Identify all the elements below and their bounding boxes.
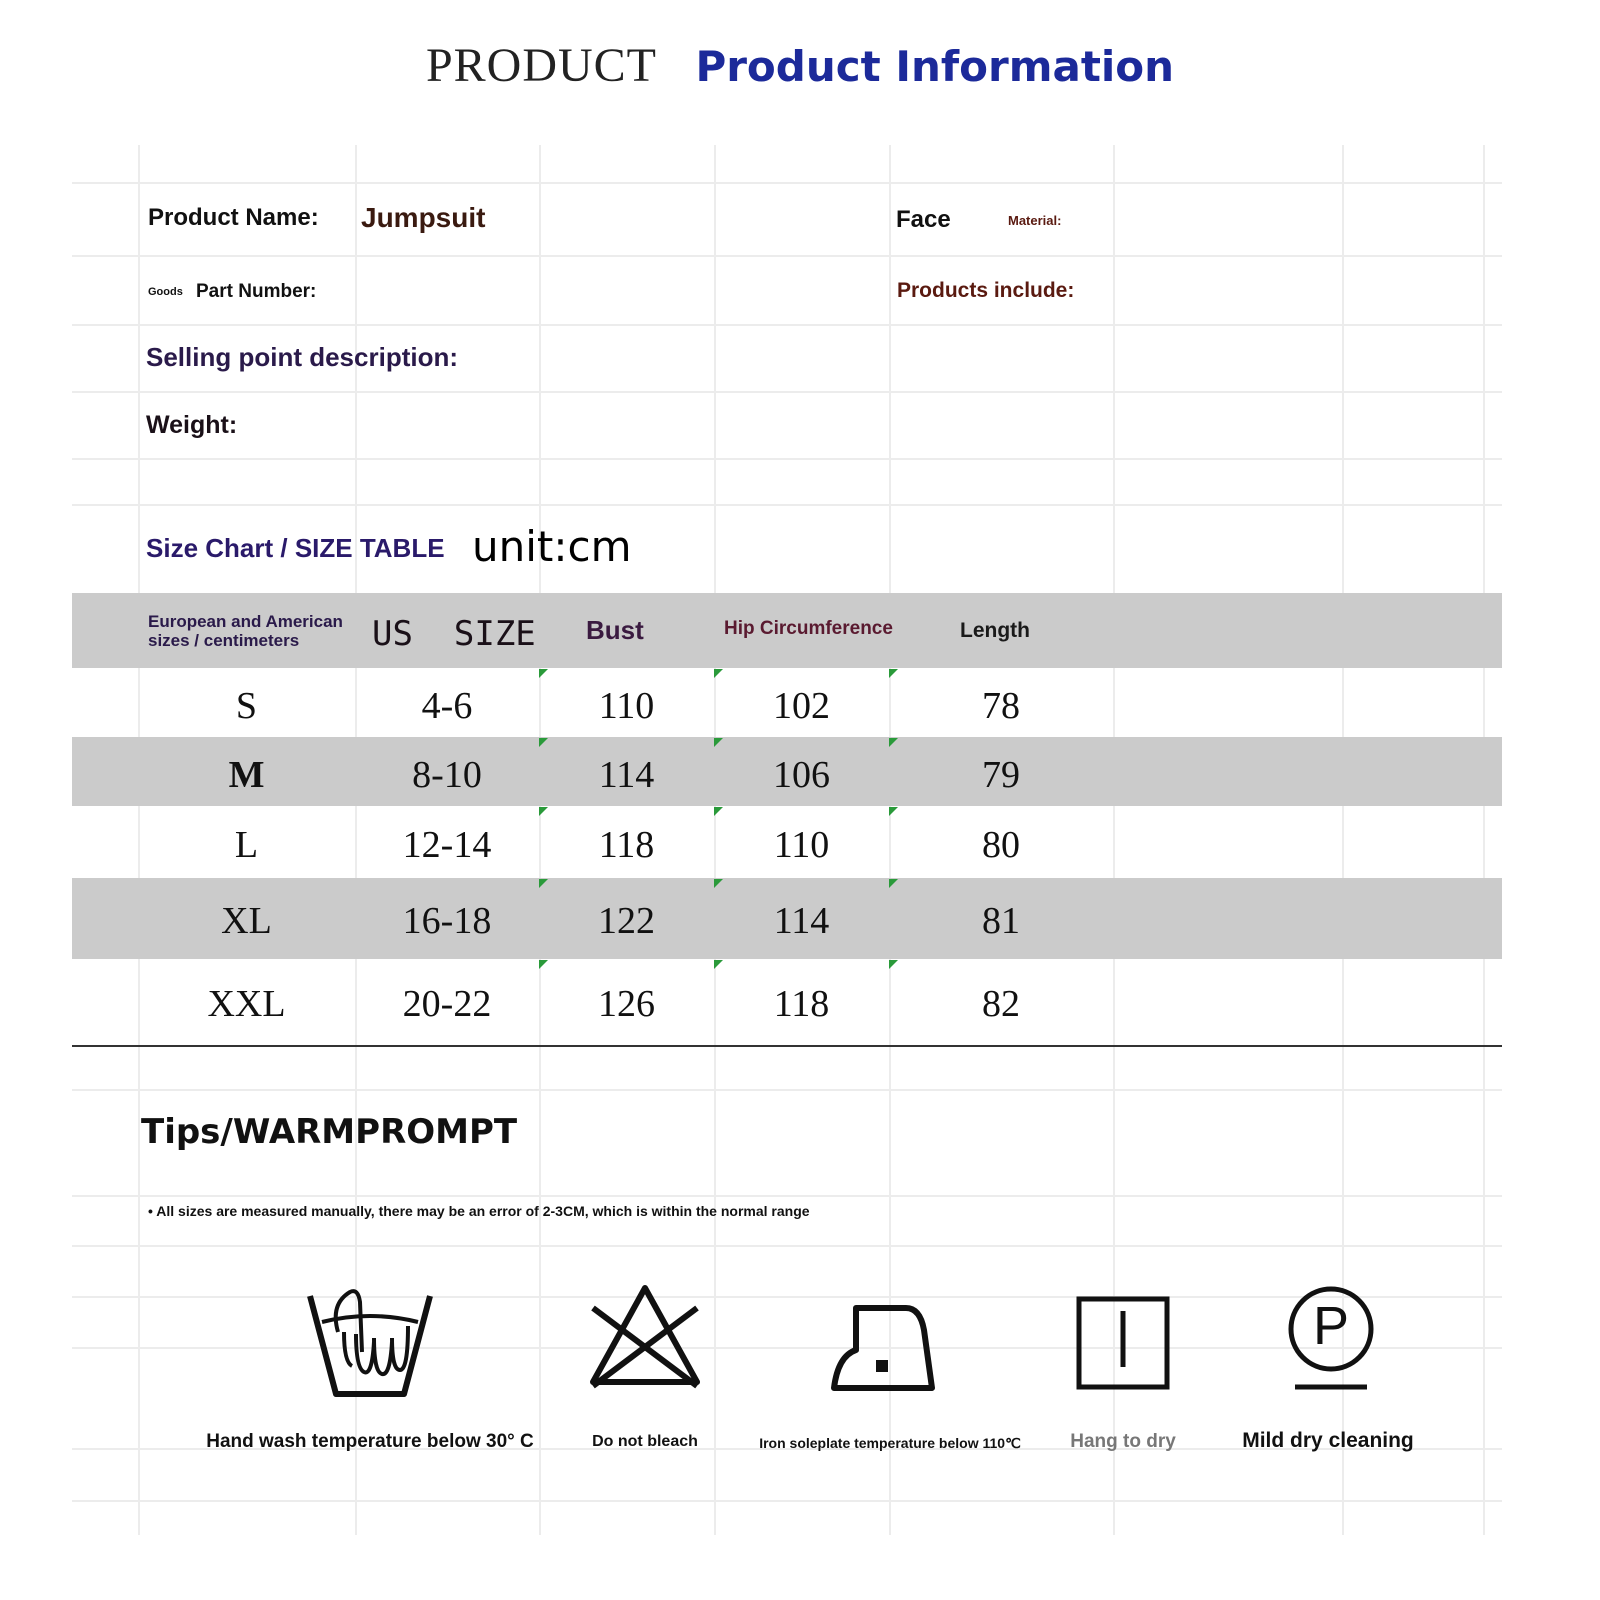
dry-clean-icon	[1283, 1285, 1379, 1393]
us-size-cell: 8-10	[412, 754, 482, 796]
selling-point-label: Selling point description:	[146, 342, 458, 372]
header-eu-size: European and American sizes / centimeters	[148, 612, 343, 650]
product-name-label: Product Name:	[148, 204, 319, 231]
us-size-cell: 12-14	[402, 824, 492, 866]
dry-clean-letter: P	[1312, 1296, 1350, 1356]
hang-dry-icon	[1075, 1295, 1171, 1391]
length-cell: 81	[982, 900, 1020, 942]
bust-cell: 122	[598, 900, 655, 942]
header-length: Length	[960, 619, 1030, 642]
length-cell: 79	[982, 754, 1020, 796]
title-product: PRODUCT	[425, 39, 657, 92]
part-number-label: Part Number:	[196, 281, 317, 302]
table-bottom-rule	[72, 1045, 1502, 1047]
goods-label: Goods	[148, 286, 183, 298]
bust-cell: 126	[598, 983, 655, 1025]
length-cell: 82	[982, 983, 1020, 1025]
size-chart-title: Size Chart / SIZE TABLE	[146, 533, 445, 563]
us-size-cell: 16-18	[402, 900, 492, 942]
material-label: Material:	[1008, 213, 1062, 228]
page-title	[0, 38, 1600, 93]
header-bust: Bust	[586, 615, 644, 645]
unit-label: unit:cm	[472, 522, 632, 571]
hip-cell: 114	[773, 900, 830, 942]
products-include-label: Products include:	[897, 279, 1075, 302]
hip-cell: 102	[773, 685, 830, 727]
bust-cell: 110	[598, 685, 655, 727]
length-cell: 80	[982, 824, 1020, 866]
tips-note: • All sizes are measured manually, there may be an error of 2-3CM, which is within the normal range	[148, 1203, 810, 1219]
header-hip: Hip Circumference	[724, 618, 893, 639]
size-cell: XXL	[207, 983, 286, 1025]
size-cell: S	[235, 685, 258, 727]
hip-cell: 118	[773, 983, 830, 1025]
product-name-value: Jumpsuit	[361, 202, 486, 233]
care-label-iron: Iron soleplate temperature below 110℃	[759, 1435, 1021, 1451]
hip-cell: 106	[773, 754, 830, 796]
iron-icon	[828, 1300, 938, 1394]
face-label: Face	[896, 206, 951, 233]
us-size-cell: 4-6	[421, 685, 473, 727]
title-product-information: Product Information	[695, 42, 1175, 91]
care-label-dry-clean: Mild dry cleaning	[1242, 1429, 1414, 1452]
do-not-bleach-icon	[585, 1282, 705, 1394]
care-label-hang-dry: Hang to dry	[1070, 1431, 1176, 1452]
care-label-hand-wash: Hand wash temperature below 30° C	[206, 1431, 534, 1452]
weight-label: Weight:	[146, 411, 238, 439]
hand-wash-icon	[300, 1282, 440, 1402]
size-cell: M	[228, 754, 265, 796]
size-cell: XL	[221, 900, 272, 942]
bust-cell: 114	[598, 754, 655, 796]
us-size-cell: 20-22	[402, 983, 492, 1025]
tips-title: Tips/WARMPROMPT	[141, 1112, 518, 1152]
care-label-no-bleach: Do not bleach	[592, 1433, 698, 1450]
hip-cell: 110	[773, 824, 830, 866]
size-cell: L	[234, 824, 259, 866]
length-cell: 78	[982, 685, 1020, 727]
header-us-size: US SIZE	[372, 614, 536, 654]
bust-cell: 118	[598, 824, 655, 866]
